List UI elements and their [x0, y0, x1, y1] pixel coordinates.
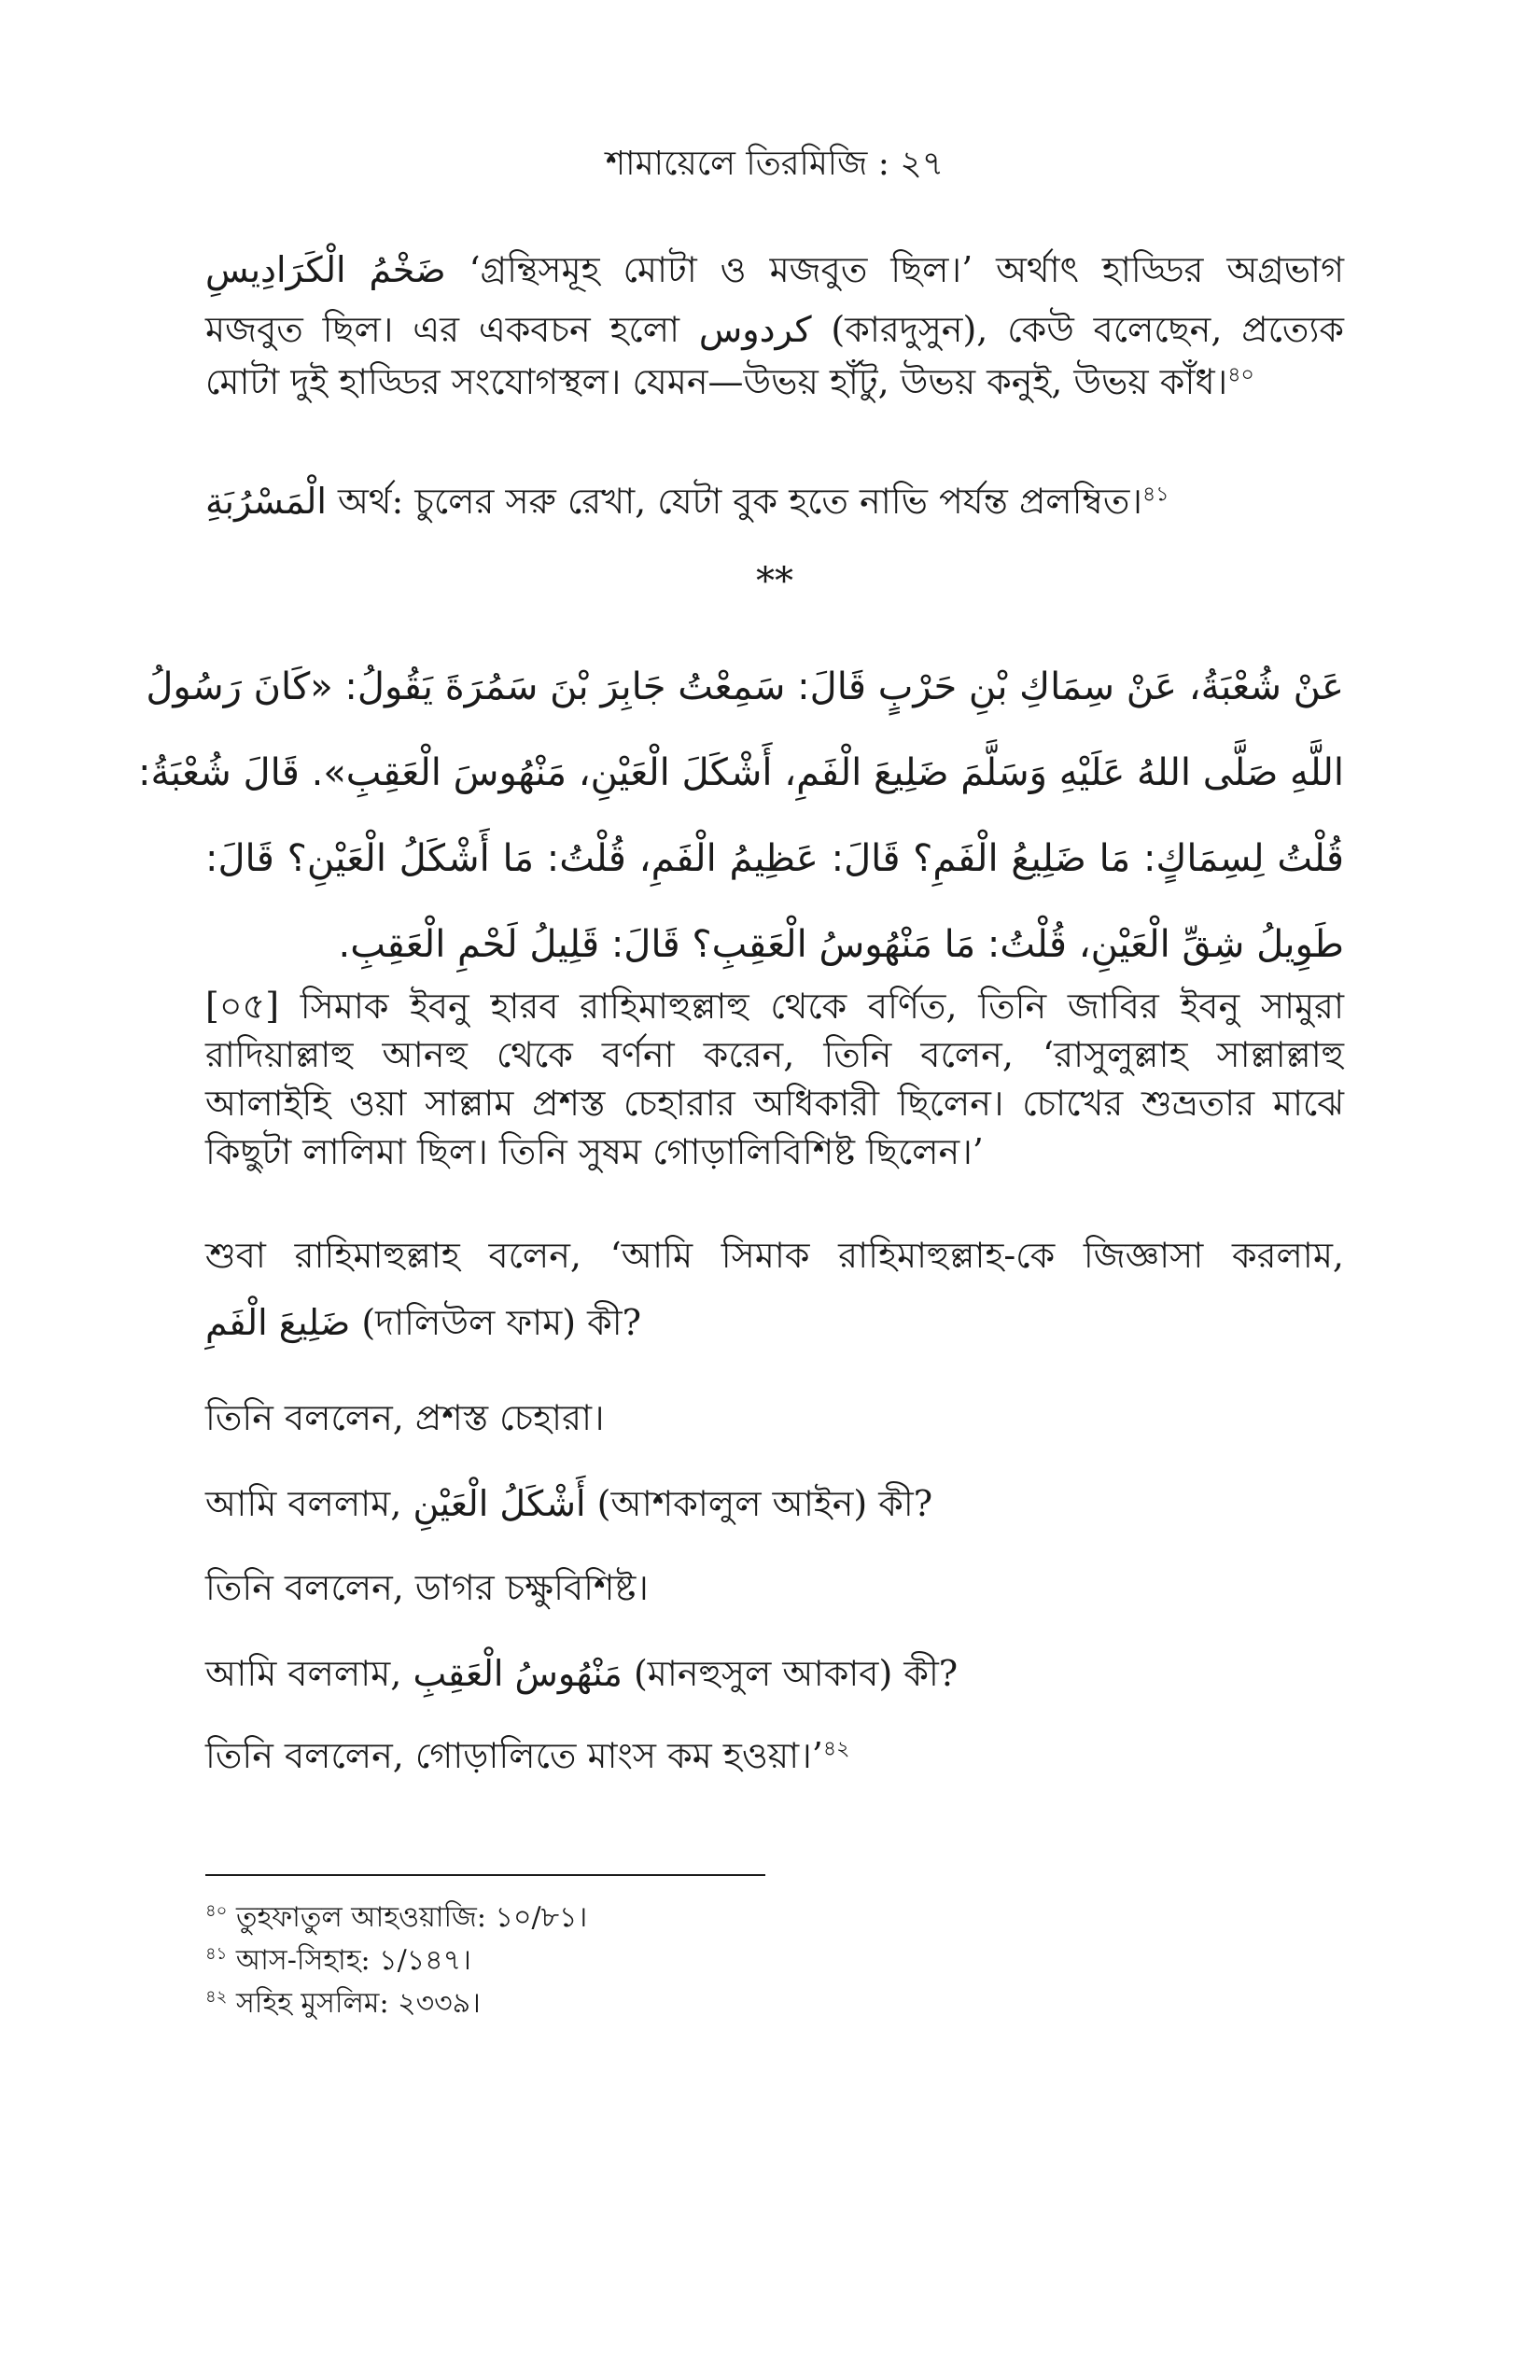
- arabic-term: كردوس: [698, 309, 812, 350]
- footnote-number: ৪০: [205, 1901, 228, 1921]
- footnote-text: তুহফাতুল আহওয়াজি: ১০/৮১।: [235, 1901, 588, 1934]
- footnote-text: আস-সিহাহ: ১/১৪৭।: [235, 1944, 471, 1977]
- arabic-term: أَشْكَلُ الْعَيْنِ: [413, 1483, 586, 1524]
- dialogue-answer-3: [205, 1729, 849, 1788]
- footnote-text: সহিহ মুসলিম: ২৩৩৯।: [235, 1987, 481, 2020]
- footnote-40: [205, 1895, 587, 1942]
- footnote-number: ৪২: [205, 1987, 228, 2007]
- arabic-line: طَوِيلُ شِقِّ الْعَيْنِ، قُلْتُ: مَا مَنْهُوسُ الْعَقِبِ؟ قَالَ: قَلِيلُ لَحْمِ الْعَقِبِ.: [338, 923, 1344, 966]
- dialogue-text: (দালিউল ফাম) কী?: [361, 1302, 641, 1343]
- footnote-42: [205, 1981, 481, 2028]
- arabic-term: الْمَسْرُبَةِ: [205, 481, 327, 522]
- footnote-41: [205, 1938, 471, 1985]
- hadith-arabic-text: [138, 644, 1344, 987]
- dialogue-text: তিনি বললেন, গোড়ালিতে মাংস কম হওয়া।’: [205, 1735, 823, 1776]
- paragraph-line: [205, 357, 1344, 407]
- dialogue-line: শুবা রাহিমাহুল্লাহ বলেন, ‘আমি সিমাক রাহিমাহুল্লাহ-কে জিজ্ঞাসা করলাম,: [205, 1235, 1344, 1276]
- arabic-term: ضَخْمُ الْكَرَادِيسِ: [205, 249, 446, 290]
- arabic-line: قُلْتُ لِسِمَاكٍ: مَا ضَلِيعُ الْفَمِ؟ قَالَ: عَظِيمُ الْفَمِ، قُلْتُ: مَا أَشْكَلُ الْعَيْنِ؟ قَالَ:: [205, 837, 1344, 880]
- footnote-ref: ৪১: [1142, 483, 1169, 507]
- dialogue-text: আমি বললাম,: [205, 1483, 402, 1524]
- translation-line: কিছুটা লালিমা ছিল। তিনি সুষম গোড়ালিবিশিষ্ট ছিলেন।’: [205, 1131, 984, 1172]
- paragraph-masruba: [205, 476, 1344, 526]
- arabic-line: عَنْ شُعْبَةُ، عَنْ سِمَاكِ بْنِ حَرْبٍ قَالَ: سَمِعْتُ جَابِرَ بْنَ سَمُرَةَ يَقُولُ: «كَانَ رَسُولُ: [146, 665, 1344, 708]
- dialogue-text: আমি বললাম,: [205, 1653, 402, 1694]
- translation-text: সিমাক ইবনু হারব রাহিমাহুল্লাহু থেকে বর্ণিত, তিনি জাবির ইবনু সামুরা: [300, 986, 1344, 1027]
- dialogue-question-3: [205, 1646, 958, 1706]
- paragraph-text: মজবুত ছিল। এর একবচন হলো: [205, 309, 680, 350]
- paragraph-karadis: [205, 245, 1344, 407]
- paragraph-text: অর্থ: চুলের সরু রেখা, যেটা বুক হতে নাভি পর্যন্ত প্রলম্বিত।: [338, 481, 1142, 522]
- dialogue-question-2: [205, 1477, 932, 1536]
- dialogue-line: [205, 1297, 1344, 1348]
- footnote-number: ৪১: [205, 1944, 228, 1964]
- dialogue-answer-1: তিনি বললেন, প্রশস্ত চেহারা।: [205, 1397, 605, 1438]
- book-page: [138, 0, 1344, 2380]
- dialogue-answer-2: তিনি বললেন, ডাগর চক্ষুবিশিষ্ট।: [205, 1567, 649, 1608]
- hadith-number: [০৫]: [205, 986, 280, 1027]
- paragraph-line: [205, 304, 1344, 355]
- arabic-term: ضَلِيعَ الْفَمِ: [205, 1302, 351, 1343]
- dialogue-text: (আশকালুল আইন) কী?: [596, 1483, 933, 1524]
- paragraph-line: [205, 476, 1344, 526]
- translation-line: রাদিয়াল্লাহু আনহু থেকে বর্ণনা করেন, তিনি বলেন, ‘রাসুলুল্লাহ সাল্লাল্লাহু: [205, 1034, 1344, 1075]
- dialogue-text: (মানহুসুল আকাব) কী?: [633, 1653, 959, 1694]
- paragraph-line: [205, 245, 1344, 295]
- hadith-translation: [205, 982, 1344, 1176]
- running-header: শামায়েলে তিরমিজি : ২৭: [605, 145, 945, 183]
- paragraph-text: মোটা দুই হাড্ডির সংযোগস্থল। যেমন—উভয় হাঁটু, উভয় কনুই, উভয় কাঁধ।: [205, 361, 1228, 402]
- arabic-term: مَنْهُوسُ الْعَقِبِ: [413, 1653, 623, 1694]
- footnote-divider: [205, 1874, 765, 1876]
- arabic-line: اللَّهِ صَلَّى اللهُ عَلَيْهِ وَسَلَّمَ ضَلِيعَ الْفَمِ، أَشْكَلَ الْعَيْنِ، مَنْهُوسَ الْعَقِبِ». قَالَ شُعْبَةُ:: [138, 751, 1344, 794]
- footnote-ref: ৪০: [1227, 363, 1254, 387]
- translation-line: আলাইহি ওয়া সাল্লাম প্রশস্ত চেহারার অধিকারী ছিলেন। চোখের শুভ্রতার মাঝে: [205, 1083, 1344, 1124]
- translation-line: [205, 982, 1344, 1030]
- section-separator: **: [756, 560, 793, 603]
- dialogue-question-1: [205, 1230, 1344, 1348]
- paragraph-text: ‘গ্রন্থিসমূহ মোটা ও মজবুত ছিল।’ অর্থাৎ হাড্ডির অগ্রভাগ: [469, 249, 1344, 290]
- paragraph-text: (কারদুসুন), কেউ বলেছেন, প্রত্যেক: [831, 309, 1344, 350]
- footnote-ref: ৪২: [822, 1737, 850, 1761]
